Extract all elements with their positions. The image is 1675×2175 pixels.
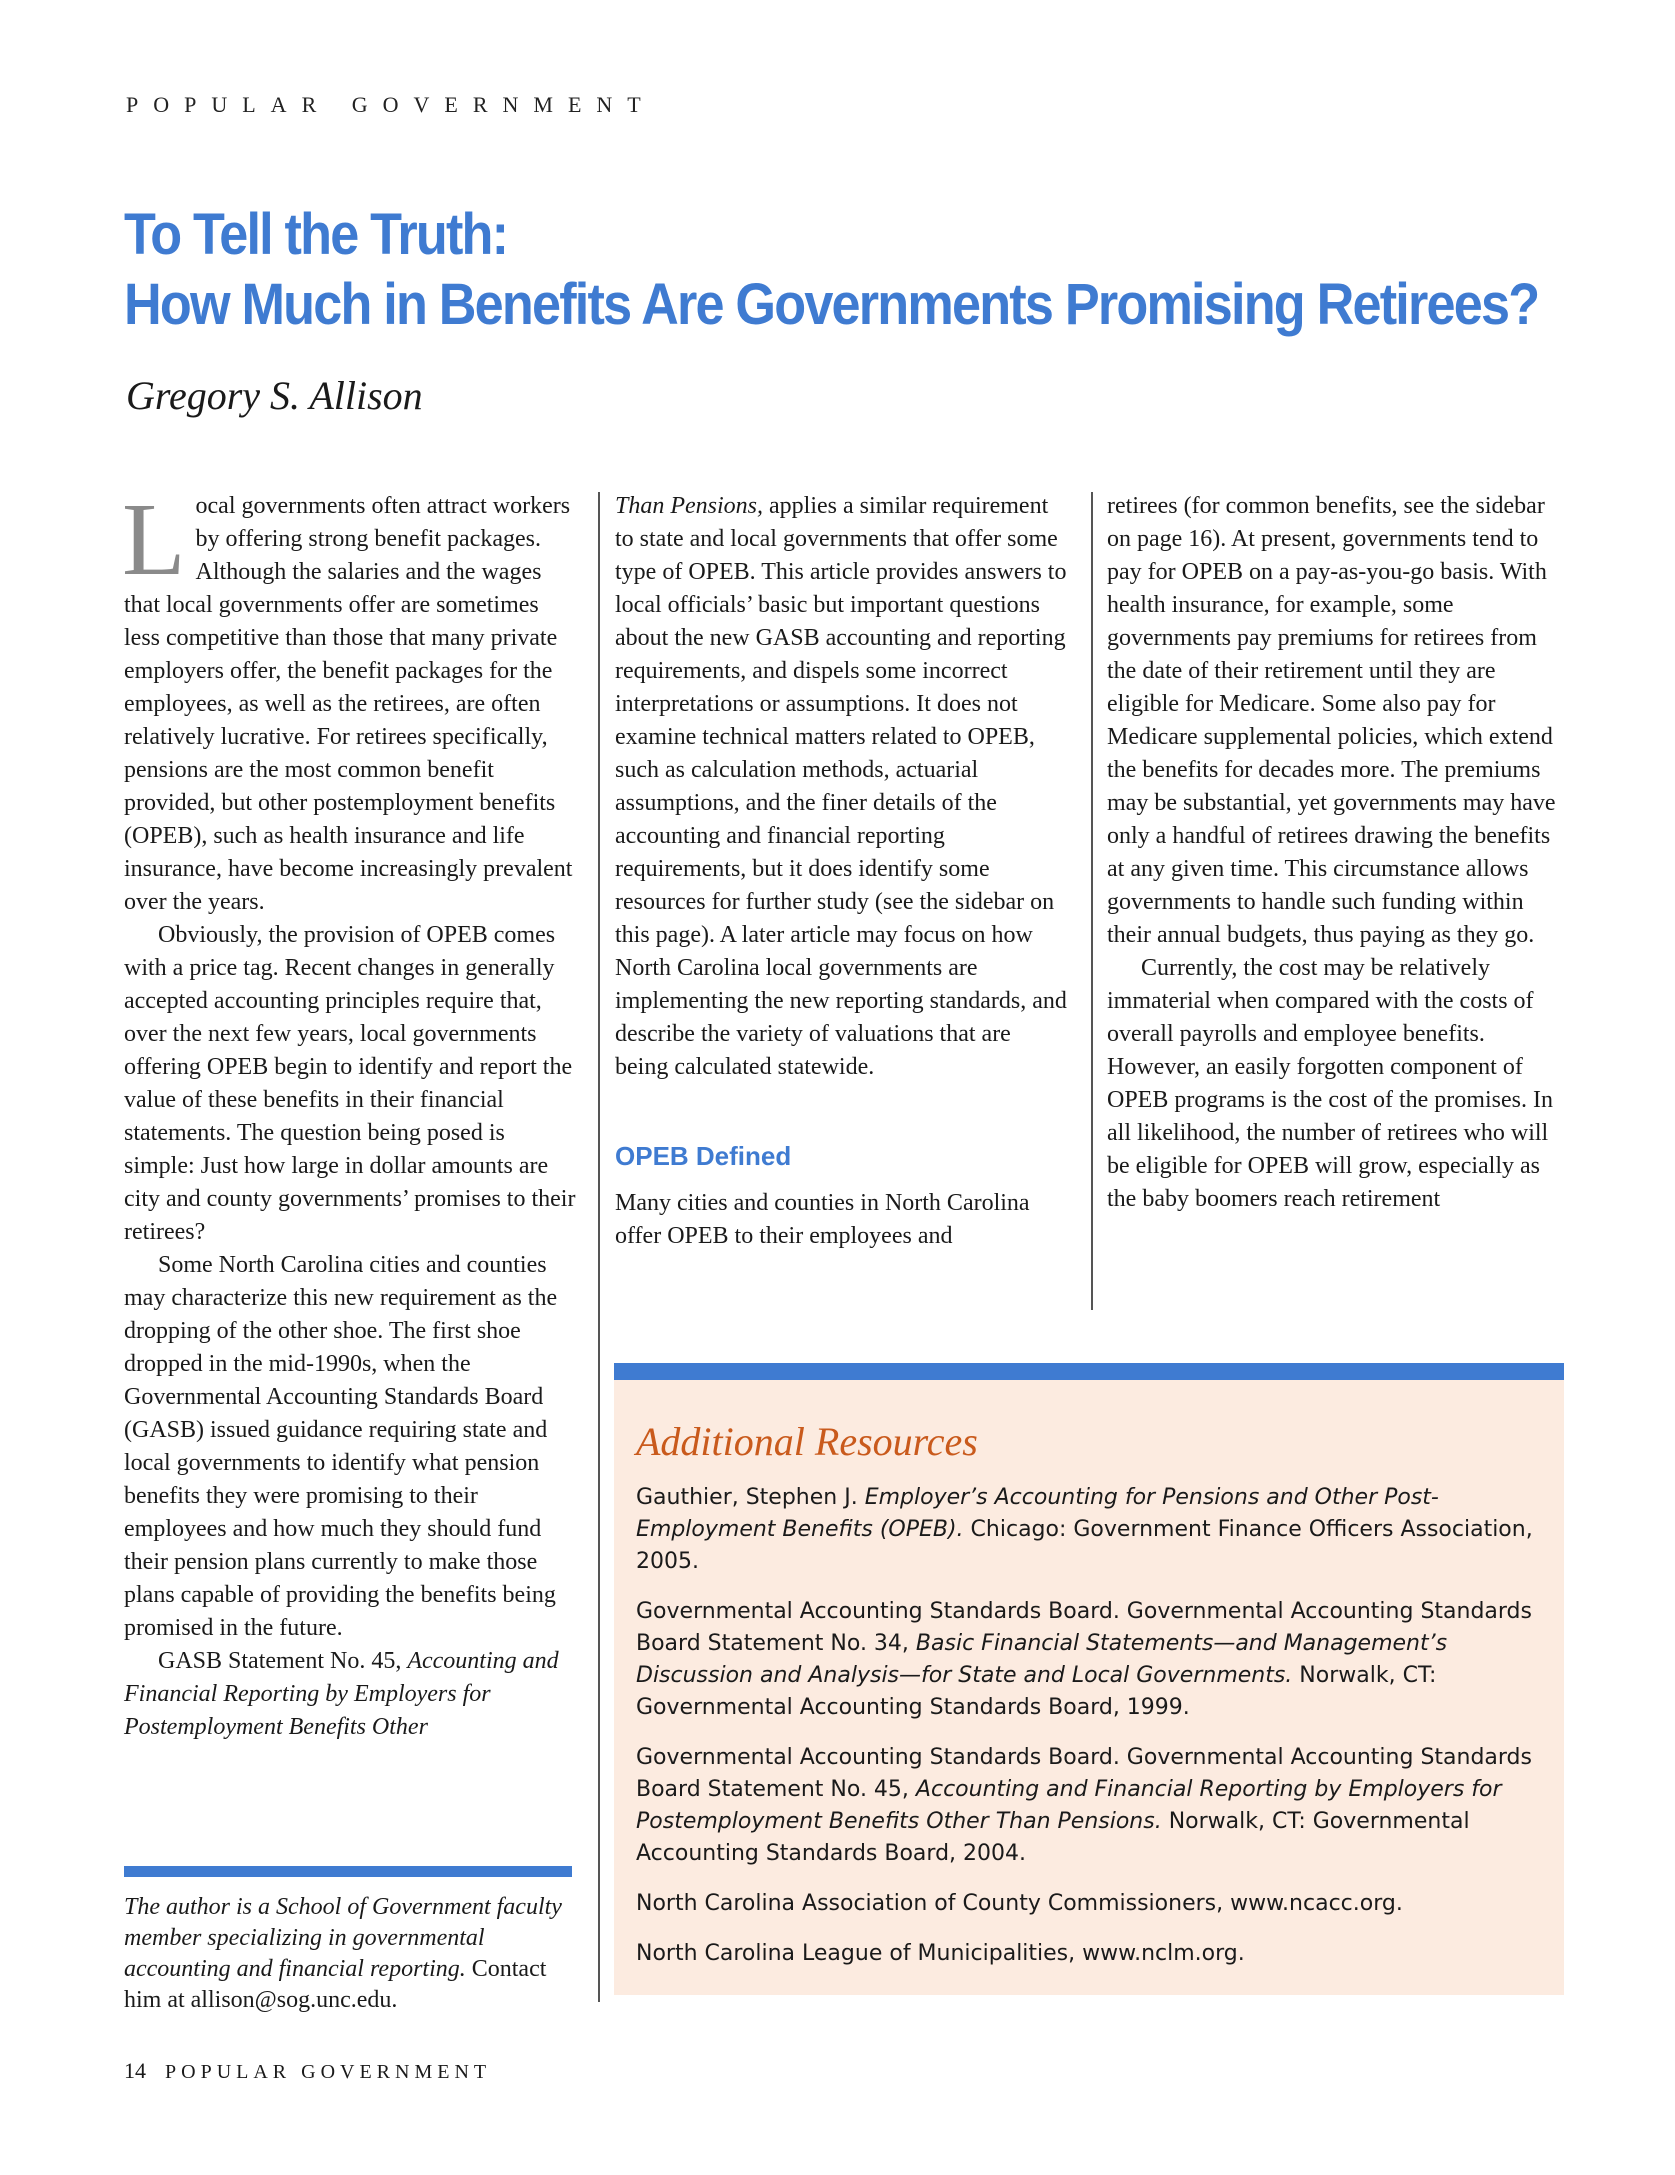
paragraph (122, 482, 578, 919)
entry-text: Governmental Accounting Standards Board. Governmental Accounting Standards Board Statement No. 45, (636, 1745, 1532, 1802)
resource-entry: North Carolina League of Municipalities, www.nclm.org. (636, 1941, 1245, 1966)
statement-title: Accounting and Financial Reporting by Employers for Postemployment Benefits Other (124, 1648, 559, 1740)
paragraph: Currently, the cost may be relatively immaterial when compared with the costs of overall payrolls and employee benefits. However, an easily forgotten component of OPEB programs is the cost of the promises. In all likelihood, the number of retirees who will be eligible for OPEB will grow, especially as the baby boomers reach retirement (1107, 955, 1553, 1212)
resource-entry (636, 1742, 1536, 1870)
author-note (124, 1892, 578, 2016)
entry-title: Employer’s Accounting for Pensions and Other Post-Employment Benefits (OPEB). (636, 1485, 1439, 1542)
statement-title: Than Pensions, (615, 493, 764, 519)
column-3 (1107, 490, 1563, 1216)
sidebar-title: Additional Resources (636, 1419, 978, 1464)
paragraph: Many cities and counties in North Carolina offer OPEB to their employees and (615, 1190, 1030, 1249)
paragraph-text: ocal governments often attract workers by offering strong benefit packages. Although the salaries and the wages that local governments offer are sometimes less competitive than those that many private employers offer, the benefit packages for the employees, as well as the retirees, are often relatively lucrative. For retirees specifically, pensions are the most common benefit provided, but other postemployment benefits (OPEB), such as health insurance and life insurance, have become increasingly prevalent over the years. (124, 493, 573, 915)
title-line-1: To Tell the Truth: (124, 202, 508, 267)
resource-entry: North Carolina Association of County Commissioners, www.ncacc.org. (636, 1891, 1403, 1916)
column-1 (122, 482, 578, 1744)
entry-text: Chicago: Government Finance Officers Association, 2005. (636, 1517, 1533, 1574)
footer-publication: POPULAR GOVERNMENT (165, 2061, 492, 2083)
paragraph-text: GASB Statement No. 45, (158, 1648, 408, 1674)
column-divider (598, 492, 600, 2002)
entry-title: Basic Financial Statements—and Management’s Discussion and Analysis—for State and Local Governments. (636, 1631, 1448, 1688)
entry-text: Norwalk, CT: Governmental Accounting Standards Board, 2004. (636, 1809, 1470, 1866)
author-byline: Gregory S. Allison (126, 373, 423, 418)
article-title (124, 200, 1539, 340)
paragraph: Some North Carolina cities and counties may characterize this new requirement as the dropping of the other shoe. The first shoe dropped in the mid-1990s, when the Governmental Accounting Standards Board (GASB) issued guidance requiring state and local governments to identify what pension benefits they were promising to their employees and how much they should fund their pension plans currently to make those plans capable of providing the benefits being promised in the future. (124, 1252, 558, 1641)
author-bio: The author is a School of Government faculty member specializing in governmental accounting and financial reporting. (124, 1894, 562, 1982)
entry-text: Governmental Accounting Standards Board. Governmental Accounting Standards Board Statement No. 34, (636, 1599, 1532, 1656)
drop-cap: L (122, 482, 186, 597)
entry-text: Norwalk, CT: Governmental Accounting Standards Board, 1999. (636, 1663, 1437, 1720)
resource-entry (636, 1596, 1536, 1724)
page-number: 14 (124, 2058, 146, 2083)
paragraph: Obviously, the provision of OPEB comes with a price tag. Recent changes in generally accepted accounting principles require that, over the next few years, local governments offering OPEB begin to identify and report the value of these benefits in their financial statements. The question being posed is simple: Just how large in dollar amounts are city and county governments’ promises to their retirees? (124, 922, 576, 1245)
paragraph (124, 1645, 578, 1744)
author-contact: Contact him at allison@sog.unc.edu. (124, 1956, 547, 2013)
author-note-rule (124, 1866, 572, 1877)
column-divider (1091, 492, 1093, 1310)
paragraph: retirees (for common benefits, see the sidebar on page 16). At present, governments tend to pay for OPEB on a pay-as-you-go basis. With health insurance, for example, some governments pay premiums for retirees from the date of their retirement until they are eligible for Medicare. Some also pay for Medicare supplemental policies, which extend the benefits for decades more. The premiums may be substantial, yet governments may have only a handful of retirees drawing the benefits at any given time. This circumstance allows governments to handle such funding within their annual budgets, thus paying as they go. (1107, 493, 1556, 948)
title-line-2: How Much in Benefits Are Governments Promising Retirees? (124, 272, 1539, 337)
paragraph (615, 490, 1070, 1084)
resource-entry (636, 1482, 1536, 1578)
page-footer (124, 2058, 491, 2084)
additional-resources-sidebar (614, 1363, 1564, 1995)
column-2 (615, 490, 1070, 1253)
entry-title: Accounting and Financial Reporting by Employers for Postemployment Benefits Other Than Pensions. (636, 1777, 1502, 1834)
paragraph-text: applies a similar requirement to state and local governments that offer some type of OPEB. This article provides answers to local officials’ basic but important questions about the new GASB accounting and reporting requirements, and dispels some incorrect interpretations or assumptions. It does not examine technical matters related to OPEB, such as calculation methods, actuarial assumptions, and the finer details of the accounting and financial reporting requirements, but it does identify some resources for further study (see the sidebar on this page). A later article may focus on how North Carolina local governments are implementing the new reporting standards, and describe the variety of valuations that are being calculated statewide. (615, 493, 1067, 1080)
section-heading: OPEB Defined (615, 1141, 792, 1171)
entry-text: Gauthier, Stephen J. (636, 1485, 865, 1510)
running-head: POPULAR GOVERNMENT (126, 92, 656, 117)
resource-list (636, 1482, 1536, 1988)
